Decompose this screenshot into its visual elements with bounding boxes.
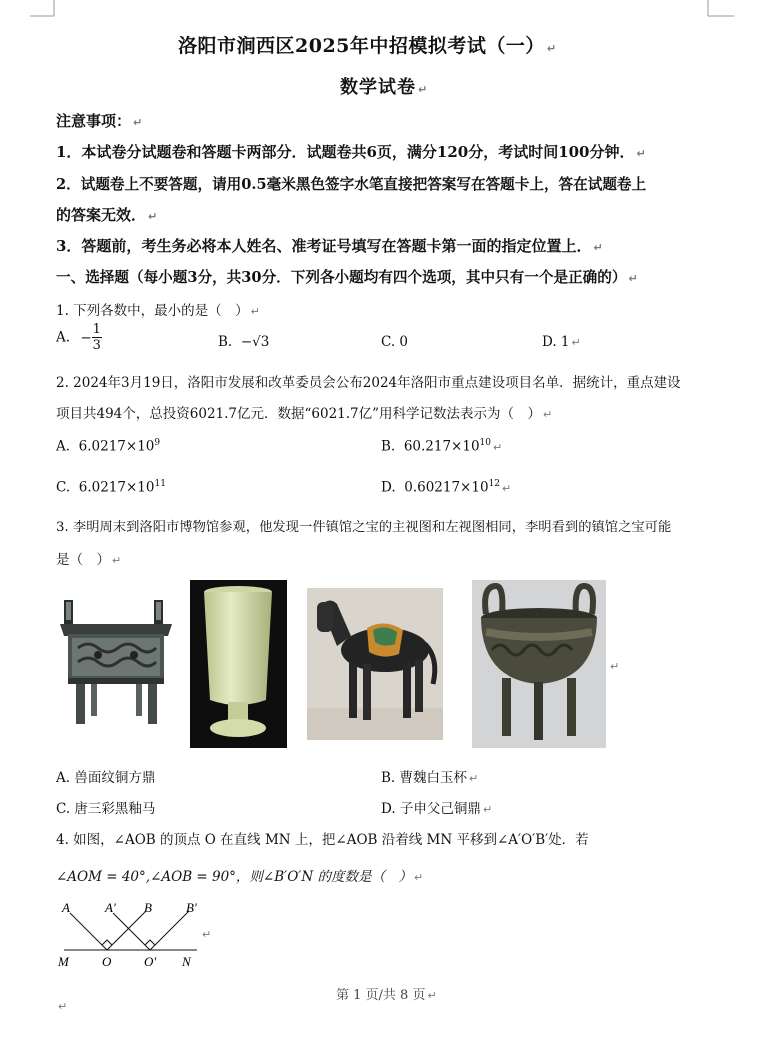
ray-o-prime-a-prime (113, 913, 150, 950)
notice-heading: 注意事项： ↵ (56, 112, 143, 130)
white-jade-cup-image (190, 580, 287, 748)
ray-o-prime-b-prime (150, 911, 189, 950)
figure-return-mark: ↵ (202, 928, 212, 941)
bronze-square-ding-image (56, 598, 178, 728)
notice-item-1: 1．本试卷分试题卷和答题卡两部分．试题卷共6页，满分120分，考试时间100分钟． ↵ (56, 143, 646, 161)
q4-stem: 4. 如图，∠AOB 的顶点 O 在直线 MN 上，把∠AOB 沿着线 MN 平移到∠A′O′B′处．若 (56, 832, 589, 848)
q1-option-a: A. − $\frac{1}{3}$ (56, 322, 101, 353)
section-heading: 一、选择题（每小题3分，共30分．下列各小题均有四个选项，其中只有一个是正确的） ↵ (56, 269, 638, 286)
trailing-return-mark: ↵ (58, 1000, 68, 1013)
q3-images-return-mark: ↵ (610, 660, 620, 673)
q1-option-d: D. 1 ↵ (542, 334, 581, 350)
notice-item-3: 3．答题前，考生务必将本人姓名、准考证号填写在答题卡第一面的指定位置上． ↵ (56, 237, 603, 255)
label-n: N (182, 954, 191, 969)
q3-stem: 3. 李明周末到洛阳市博物馆参观，他发现一件镇馆之宝的主视图和左视图相同，李明看到的镇馆之宝可能 (56, 520, 672, 535)
crop-mark-left (30, 0, 60, 20)
page-footer: 第 1 页/共 8 页 ↵ (336, 988, 437, 1003)
angle-translation-figure (52, 898, 222, 972)
label-a-prime: A′ (105, 900, 116, 915)
label-b: B (144, 900, 152, 915)
label-a: A (62, 900, 70, 915)
q2-option-d: D. $0.60217\times 10^{12}$ ↵ (381, 479, 512, 496)
right-angle-mark-o (102, 940, 112, 945)
crop-mark-right (704, 0, 734, 20)
bronze-round-ding-image (472, 580, 606, 748)
q3-option-d: D. 子申父己铜鼎 ↵ (381, 801, 493, 817)
page-title: 洛阳市涧西区2025年中招模拟考试（一） ↵ (178, 35, 557, 57)
ray-oa (70, 913, 107, 950)
q2-stem-cont: 项目共494个，总投资6021.7亿元．数据“6021.7亿”用科学记数法表示为（ ） ↵ (56, 406, 553, 422)
q1-option-b: B. −√3 (218, 334, 270, 350)
q2-stem: 2. 2024年3月19日，洛阳市发展和改革委员会公布2024年洛阳市重点建设项目名单．据统计，重点建设 (56, 375, 681, 391)
q3-option-c: C. 唐三彩黑釉马 (56, 801, 156, 817)
label-b-prime: B′ (186, 900, 197, 915)
q1-stem: 1. 下列各数中，最小的是（ ） ↵ (56, 303, 260, 319)
page-subtitle: 数学试卷 ↵ (340, 77, 429, 98)
q2-option-b: B. $60.217\times 10^{10}$ ↵ (381, 438, 503, 455)
label-m: M (58, 954, 69, 969)
q3-stem-cont: 是（ ） ↵ (56, 552, 122, 568)
notice-item-2: 2．试题卷上不要答题，请用0.5毫米黑色签字水笔直接把答案写在答题卡上，答在试题卷上 (56, 176, 647, 193)
q3-option-b: B. 曹魏白玉杯 ↵ (381, 770, 479, 786)
tang-sancai-horse-image (307, 588, 443, 740)
right-angle-mark-o-prime (145, 940, 155, 945)
notice-item-2-cont: 的答案无效． ↵ (56, 206, 158, 224)
label-o-prime: O′ (144, 954, 157, 969)
q1-option-c: C. 0 (381, 334, 409, 350)
q3-option-a: A. 兽面纹铜方鼎 (56, 770, 156, 786)
ray-ob (107, 911, 146, 950)
q2-option-c: C. $6.0217\times 10^{11}$ (56, 479, 166, 496)
q2-option-a: A. $6.0217\times 10^9$ (56, 438, 161, 455)
q4-stem-cont: ∠AOM = 40°,∠AOB = 90°，则∠B′O′N 的度数是（ ） ↵ (56, 869, 424, 885)
label-o: O (102, 954, 112, 969)
